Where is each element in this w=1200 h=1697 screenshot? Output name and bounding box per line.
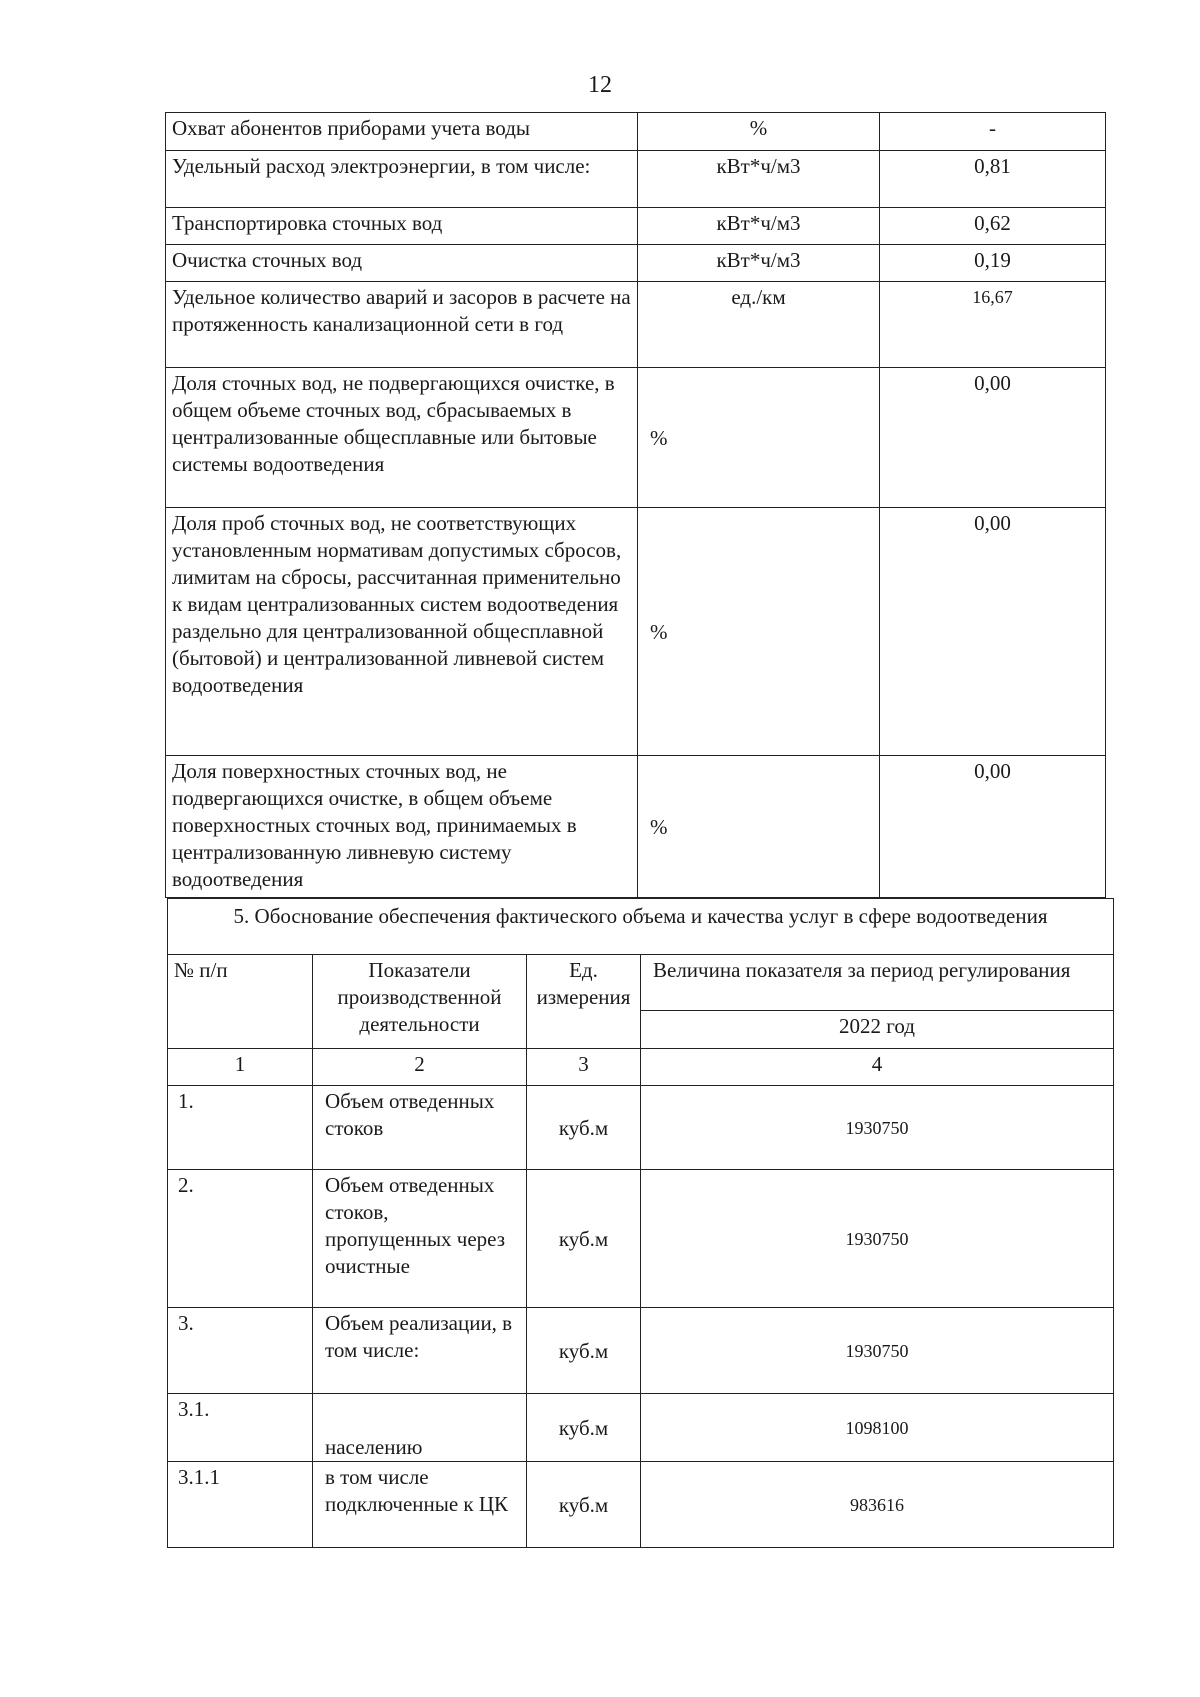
table-row — [166, 151, 1106, 208]
row-unit: куб.м — [527, 1308, 641, 1394]
indicator-value: 0,81 — [880, 151, 1106, 208]
table-row — [168, 1462, 1114, 1548]
col-number: 1 — [168, 1049, 313, 1086]
header-year: 2022 год — [641, 1011, 1114, 1049]
indicator-value: 0,19 — [880, 245, 1106, 282]
indicator-value: 16,67 — [880, 282, 1106, 368]
header-num: № п/п — [168, 955, 313, 1049]
indicator-value: 0,62 — [880, 208, 1106, 245]
row-unit: куб.м — [527, 1086, 641, 1170]
indicators-table — [165, 112, 1106, 898]
row-indicator: населению — [313, 1394, 527, 1462]
table-row — [168, 1394, 1114, 1462]
row-indicator: Объем реализации, в том числе: — [313, 1308, 527, 1394]
production-indicators-table — [167, 898, 1114, 1548]
indicator-value: 0,00 — [880, 756, 1106, 898]
page-number: 12 — [588, 72, 612, 98]
indicator-unit: % — [638, 508, 880, 756]
header-unit: Ед. измерения — [527, 955, 641, 1049]
table-row — [166, 368, 1106, 508]
indicator-label: Удельное количество аварий и засоров в расчете на протяженность канализационной сети в год — [166, 282, 638, 368]
indicator-unit: кВт*ч/м3 — [638, 208, 880, 245]
row-indicator: в том числе подключенные к ЦК — [313, 1462, 527, 1548]
indicator-label: Охват абонентов приборами учета воды — [166, 113, 638, 151]
row-num: 3. — [168, 1308, 313, 1394]
table-row — [168, 1170, 1114, 1308]
table-row — [166, 113, 1106, 151]
indicator-label: Доля проб сточных вод, не соответствующих установленным нормативам допустимых сбросов, лимитам на сбросы, рассчитанная применительно к видам централизованных систем водоотведения раздельно для централизованной общесплавной (бытовой) и централизованной ливневой систем водоотведения — [166, 508, 638, 756]
row-value: 983616 — [641, 1462, 1114, 1548]
indicator-unit: % — [638, 756, 880, 898]
indicator-unit: ед./км — [638, 282, 880, 368]
table-row — [166, 508, 1106, 756]
row-num: 3.1. — [168, 1394, 313, 1462]
indicator-value: 0,00 — [880, 508, 1106, 756]
section-title-row — [168, 899, 1114, 955]
row-indicator: Объем отведенных стоков — [313, 1086, 527, 1170]
table-row — [168, 1308, 1114, 1394]
indicator-value: - — [880, 113, 1106, 151]
indicator-unit: кВт*ч/м3 — [638, 245, 880, 282]
row-num: 1. — [168, 1086, 313, 1170]
col-number: 4 — [641, 1049, 1114, 1086]
row-value: 1930750 — [641, 1086, 1114, 1170]
indicator-label: Удельный расход электроэнергии, в том числе: — [166, 151, 638, 208]
indicator-unit: % — [638, 368, 880, 508]
col-number: 2 — [313, 1049, 527, 1086]
row-num: 2. — [168, 1170, 313, 1308]
indicator-value: 0,00 — [880, 368, 1106, 508]
header-value: Величина показателя за период регулирования — [641, 955, 1114, 1011]
row-indicator: Объем отведенных стоков, пропущенных через очистные — [313, 1170, 527, 1308]
header-row — [168, 955, 1114, 1011]
row-value: 1098100 — [641, 1394, 1114, 1462]
indicator-label: Доля сточных вод, не подвергающихся очистке, в общем объеме сточных вод, сбрасываемых в централизованные общесплавные или бытовые системы водоотведения — [166, 368, 638, 508]
table-row — [168, 1086, 1114, 1170]
header-indicator: Показатели производственной деятельности — [313, 955, 527, 1049]
table-row — [166, 756, 1106, 898]
col-number: 3 — [527, 1049, 641, 1086]
row-value: 1930750 — [641, 1170, 1114, 1308]
indicator-label: Очистка сточных вод — [166, 245, 638, 282]
indicator-unit: кВт*ч/м3 — [638, 151, 880, 208]
row-value: 1930750 — [641, 1308, 1114, 1394]
row-unit: куб.м — [527, 1462, 641, 1548]
section-title: 5. Обоснование обеспечения фактического объема и качества услуг в сфере водоотведения — [168, 899, 1114, 955]
indicator-label: Транспортировка сточных вод — [166, 208, 638, 245]
row-unit: куб.м — [527, 1394, 641, 1462]
column-number-row — [168, 1049, 1114, 1086]
row-unit: куб.м — [527, 1170, 641, 1308]
table-row — [166, 208, 1106, 245]
table-row — [166, 245, 1106, 282]
indicator-label: Доля поверхностных сточных вод, не подвергающихся очистке, в общем объеме поверхностных сточных вод, принимаемых в централизованную ливневую систему водоотведения — [166, 756, 638, 898]
table-row — [166, 282, 1106, 368]
row-num: 3.1.1 — [168, 1462, 313, 1548]
indicator-unit: % — [638, 113, 880, 151]
